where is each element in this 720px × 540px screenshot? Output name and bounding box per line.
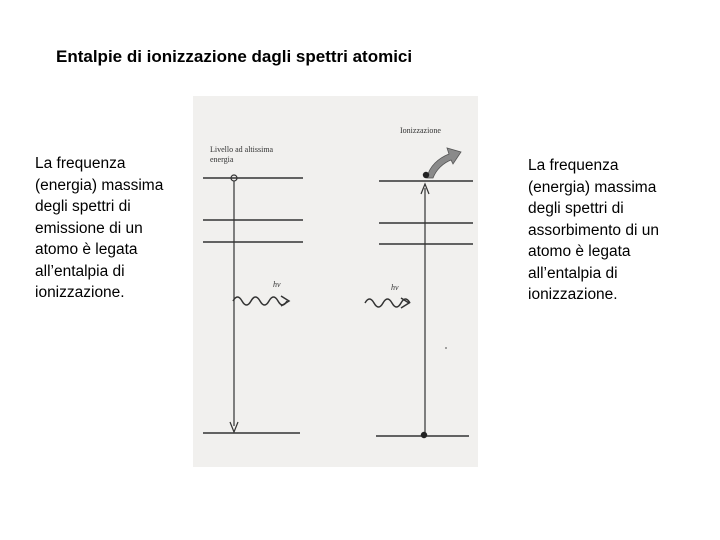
photon-label-left: hν: [273, 280, 281, 289]
level-label-line2: energia: [210, 155, 234, 164]
emission-description: La frequenza (energia) massima degli spettri di emissione di un atomo è legata all’entalpia di ionizzazione.: [35, 155, 164, 301]
ionization-arrow: [427, 148, 461, 178]
absorption-description: La frequenza (energia) massima degli spettri di assorbimento di un atomo è legata all’entalpia di ionizzazione.: [528, 157, 659, 303]
emission-photon-wave: [233, 297, 287, 305]
ionization-label: Ionizzazione: [400, 126, 441, 135]
emission-panel: [203, 145, 303, 433]
energy-level-diagram: [193, 96, 478, 467]
photon-label-right: hν: [391, 283, 399, 292]
absorption-ground-electron: [421, 432, 427, 438]
slide-title: Entalpie di ionizzazione dagli spettri atomici: [56, 47, 413, 66]
level-label-line1: Livello ad altissima: [210, 145, 274, 154]
absorption-panel: [365, 126, 473, 438]
speck-mark: [445, 347, 447, 349]
absorption-excited-electron: [423, 172, 429, 178]
